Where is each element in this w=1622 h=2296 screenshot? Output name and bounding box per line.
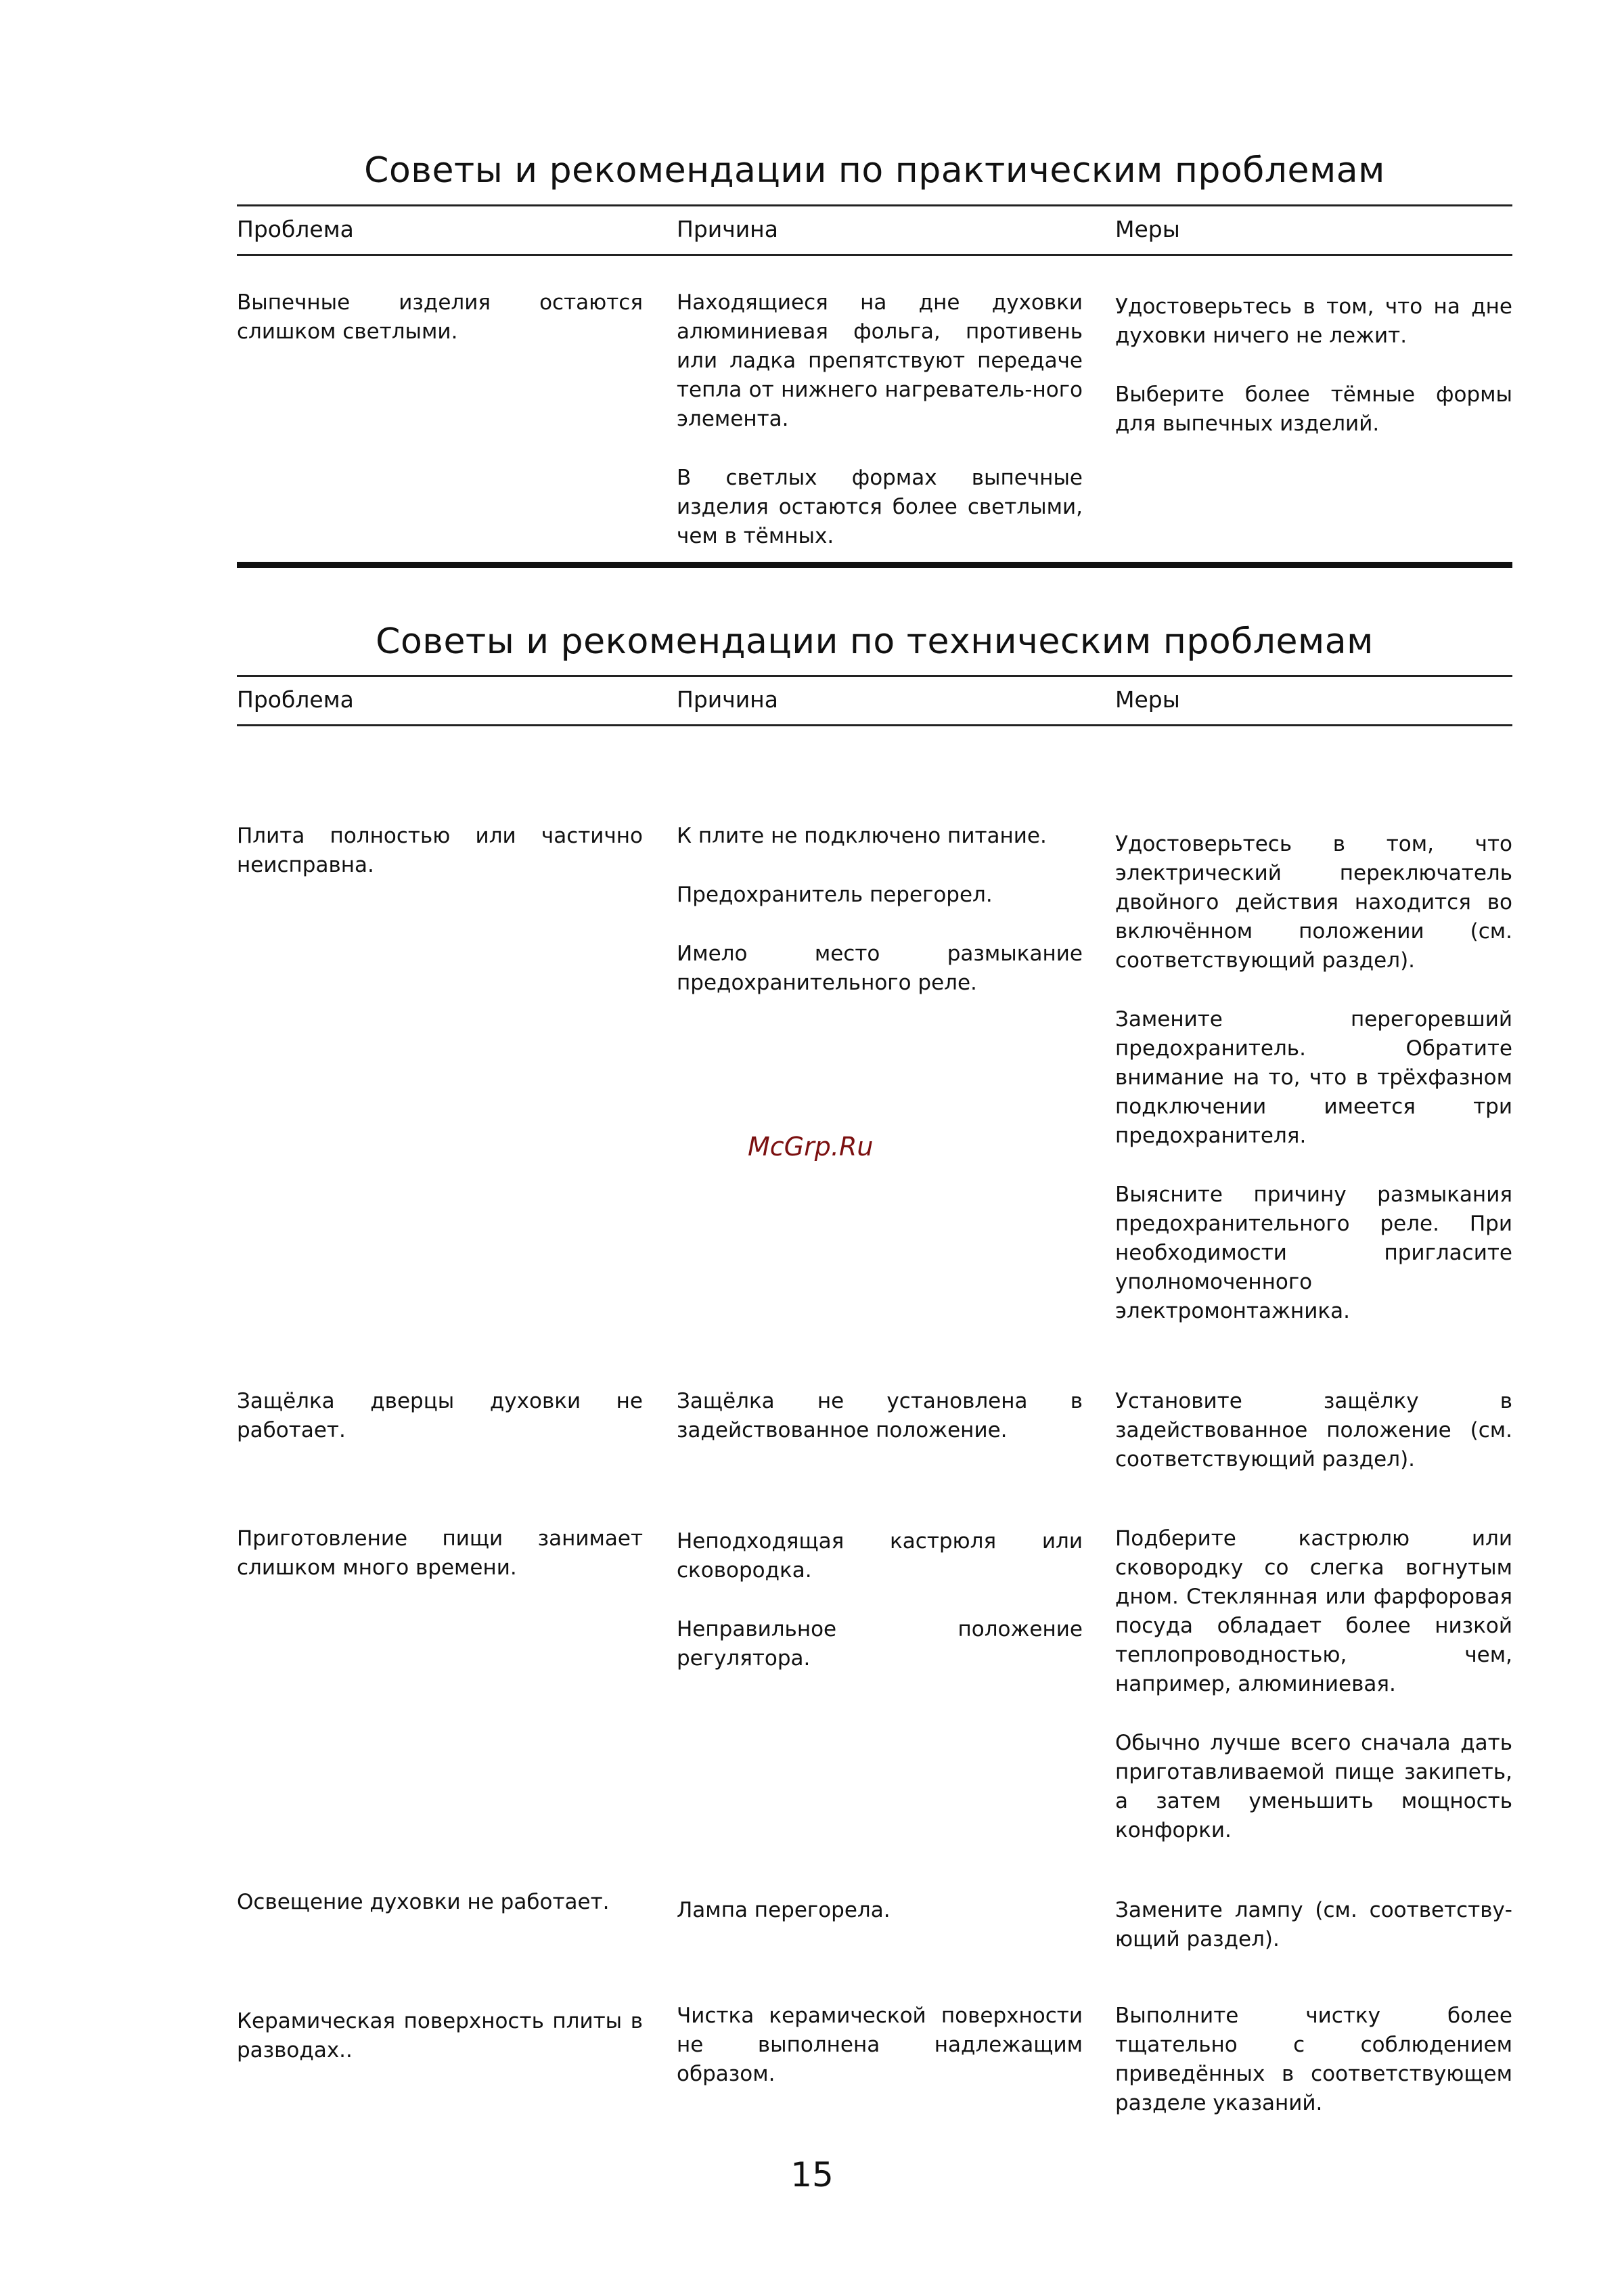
cause-cell — [677, 2002, 1083, 2089]
measures-cell — [1115, 1896, 1512, 1954]
cause-text: Защёлка не установлена в задействованное положение. — [677, 1389, 1083, 1442]
section-divider — [237, 562, 1512, 568]
problem-text: Освещение духовки не работает. — [237, 1890, 610, 1914]
cause-text: К плите не подключено питание. — [677, 824, 1047, 848]
header-problem: Проблема — [237, 686, 354, 713]
problem-cell — [237, 1524, 643, 1583]
page-number: 15 — [790, 2155, 834, 2194]
measures-text: Выясните причину размыкания предохранительного реле. При необходимости пригласите уполномоченного электромонтажника. — [1115, 1183, 1512, 1323]
problem-cell — [237, 1387, 643, 1445]
cause-text: Неподходящая кастрюля или сковородка. — [677, 1529, 1083, 1583]
measures-text: Выполните чистку более тщательно с соблюдением приведённых в соответствующем разделе указаний. — [1115, 2004, 1512, 2115]
measures-text: Удостоверьтесь в том, что электрический переключатель двойного действия находится во включённом положении (см. соответствующий раздел). — [1115, 832, 1512, 973]
table-header-technical — [237, 675, 1512, 726]
problem-text: Керамическая поверхность плиты в разводах.. — [237, 2009, 643, 2062]
measures-cell — [1115, 2002, 1512, 2118]
cause-text: Предохранитель перегорел. — [677, 883, 993, 907]
header-measures: Меры — [1115, 216, 1180, 242]
cause-text: Лампа перегорела. — [677, 1898, 891, 1922]
header-cause: Причина — [677, 216, 778, 242]
section-title-technical: Советы и рекомендации по техническим проблемам — [376, 621, 1374, 662]
problem-cell — [237, 288, 643, 347]
cause-cell — [677, 288, 1083, 551]
measures-text: Выберите более тёмные формы для выпечных изделий. — [1115, 382, 1512, 436]
cause-text: Неправильное положение регулятора. — [677, 1617, 1083, 1671]
measures-text: Удостоверьтесь в том, что на дне духовки ничего не лежит. — [1115, 294, 1512, 348]
problem-text: Выпечные изделия остаются слишком светлыми. — [237, 290, 643, 344]
problem-cell — [237, 1888, 643, 1917]
measures-text: Замените перегоревший предохранитель. Обратите внимание на то, что в трёхфазном подключении имеется три предохранителя. — [1115, 1007, 1512, 1148]
table-header-practical — [237, 204, 1512, 256]
cause-text: Чистка керамической поверхности не выполнена надлежащим образом. — [677, 2004, 1083, 2086]
measures-cell — [1115, 292, 1512, 439]
section-title-practical: Советы и рекомендации по практическим проблемам — [364, 150, 1385, 191]
cause-cell — [677, 1387, 1083, 1445]
problem-text: Плита полностью или частично неисправна. — [237, 824, 643, 877]
cause-cell — [677, 1527, 1083, 1673]
measures-text: Подберите кастрюлю или сковородку со слегка вогнутым дном. Стеклянная или фарфоровая посуда обладает более низкой теплопроводностью, чем, например, алюминиевая. — [1115, 1526, 1512, 1696]
cause-text: В светлых формах выпечные изделия остаются более светлыми, чем в тёмных. — [677, 466, 1083, 548]
header-cause: Причина — [677, 686, 778, 713]
measures-cell — [1115, 1524, 1512, 1845]
measures-text: Установите защёлку в задействованное положение (см. соответствующий раздел). — [1115, 1389, 1512, 1472]
problem-cell — [237, 822, 643, 880]
problem-cell — [237, 2007, 643, 2065]
measures-text: Замените лампу (см. соответству-ющий раздел). — [1115, 1898, 1512, 1951]
header-problem: Проблема — [237, 216, 354, 242]
problem-text: Защёлка дверцы духовки не работает. — [237, 1389, 643, 1442]
cause-cell — [677, 1896, 1083, 1925]
cause-text: Имело место размыкание предохранительного реле. — [677, 942, 1083, 995]
watermark-text: McGrp.Ru — [748, 1132, 874, 1162]
problem-text: Приготовление пищи занимает слишком много времени. — [237, 1526, 643, 1580]
measures-cell — [1115, 830, 1512, 1326]
measures-text: Обычно лучше всего сначала дать приготавливаемой пище закипеть, а затем уменьшить мощность конфорки. — [1115, 1731, 1512, 1842]
cause-text: Находящиеся на дне духовки алюминиевая фольга, противень или ладка препятствуют передаче тепла от нижнего нагреватель-ного элемента. — [677, 290, 1083, 431]
cause-cell — [677, 822, 1083, 998]
header-measures: Меры — [1115, 686, 1180, 713]
measures-cell — [1115, 1387, 1512, 1474]
